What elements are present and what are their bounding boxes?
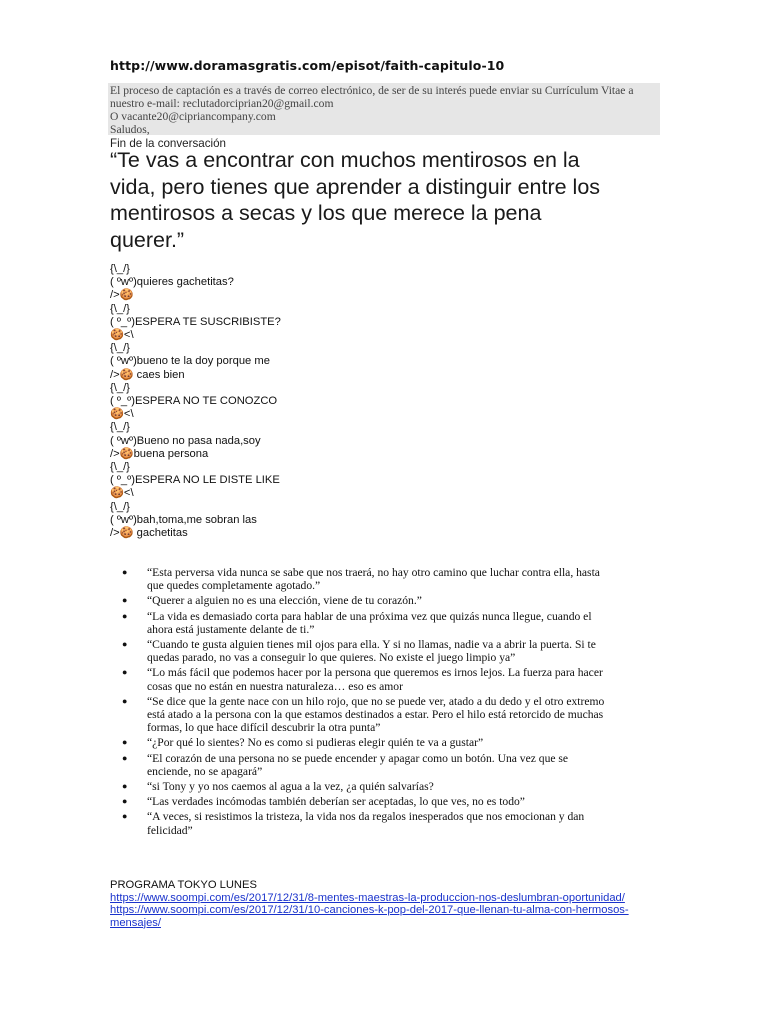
quote-text-line: “Esta perversa vida nunca se sabe que nos traerá, no hay otro camino que luchar contra ella, hasta: [147, 566, 600, 579]
dialogue-line: {\_/}: [110, 461, 130, 474]
quote-item: [122, 736, 667, 749]
dialogue-line: 🍪<\: [110, 408, 134, 421]
dialogue-line: {\_/}: [110, 342, 130, 355]
dialogue-line: {\_/}: [110, 263, 130, 275]
quote-text-line: felicidad”: [147, 823, 193, 837]
quote-text-line: “El corazón de una persona no se puede encender y apagar como un botón. Una vez que se: [147, 751, 569, 765]
quote-text-line: “La vida es demasiado corta para hablar de una próxima vez que quizás nunca llegue, cuando el: [147, 609, 592, 623]
bullet-icon: ●: [122, 737, 128, 748]
link-list: [110, 892, 629, 930]
dialogue-line: ( º_º)ESPERA TE SUSCRIBISTE?: [110, 315, 281, 328]
bullet-icon: ●: [122, 667, 128, 678]
quote-item: [122, 638, 667, 664]
dialogue-line: />🍪 gachetitas: [110, 527, 188, 540]
quote-text-line: “Se dice que la gente nace con un hilo rojo, que no se puede ver, atado a du dedo y el otro extremo: [147, 694, 605, 708]
bullet-icon: ●: [122, 610, 128, 621]
dialogue-line: {\_/}: [110, 302, 130, 315]
end-of-conversation-label: Fin de la conversación: [110, 137, 226, 150]
bullet-icon: ●: [122, 595, 128, 606]
quote-text-line: cosas que no están en nuestra naturaleza… eso es amor: [147, 679, 403, 693]
notice-line: O vacante20@cipriancompany.com: [110, 110, 276, 123]
notice-line: El proceso de captación es a través de correo electrónico, de ser de su interés puede enviar su Currículum Vitae a: [110, 84, 634, 97]
dialogue-line: {\_/}: [110, 381, 130, 394]
quote-text-line: “Lo más fácil que podemos hacer por la persona que queremos es irnos lejos. La fuerza para hacer: [147, 666, 603, 680]
episode-url: http://www.doramasgratis.com/episot/faith-capitulo-10: [110, 58, 505, 73]
dialogue-line: ( ºwº)quieres gachetitas?: [110, 276, 234, 289]
bunny-cookie-dialogue: [110, 263, 281, 540]
bullet-icon: ●: [122, 695, 128, 706]
quote-text-line: “si Tony y yo nos caemos al agua a la vez, ¿a quién salvarías?: [147, 780, 434, 794]
soompi-link[interactable]: mensajes/: [110, 916, 161, 929]
dialogue-line: />🍪buena persona: [110, 447, 209, 460]
quote-text-line: “Las verdades incómodas también deberían ser aceptadas, lo que ves, no es todo”: [147, 795, 525, 809]
quote-item: [122, 666, 667, 692]
quote-text-line: ahora está justamente delante de ti.”: [147, 622, 315, 636]
quote-item: [122, 695, 667, 735]
soompi-link[interactable]: https://www.soompi.com/es/2017/12/31/8-mentes-maestras-la-produccion-nos-deslumbran-oportunidad/: [110, 891, 625, 904]
dialogue-line: {\_/}: [110, 500, 130, 513]
featured-quote-line: vida, pero tienes que aprender a distinguir entre los: [110, 174, 601, 199]
quote-text-line: “¿Por qué lo sientes? No es como si pudieras elegir quién te va a gustar”: [147, 736, 484, 750]
soompi-link[interactable]: https://www.soompi.com/es/2017/12/31/10-canciones-k-pop-del-2017-que-llenan-tu-alma-con-hermosos-: [110, 904, 629, 917]
quote-text-line: “Cuando te gusta alguien tienes mil ojos para ella. Y si no llamas, nadie va a abrir la puerta. Si te: [147, 638, 596, 652]
bullet-icon: ●: [122, 752, 128, 763]
bullet-icon: ●: [122, 781, 128, 792]
quote-text-line: formas, lo que hace difícil descubrir la otra punta”: [147, 721, 381, 735]
dialogue-line: />🍪: [110, 289, 134, 302]
quote-text-line: enciende, no se apagará”: [147, 764, 263, 778]
quote-item: [122, 594, 667, 607]
bullet-icon: ●: [122, 639, 128, 650]
quote-item: [122, 610, 667, 636]
quote-text-line: quedas parado, no vas a conseguir lo que quieres. No existe el juego limpio ya”: [147, 651, 516, 665]
dialogue-line: {\_/}: [110, 421, 130, 434]
featured-quote-line: querer.”: [110, 227, 185, 252]
quote-item: [122, 795, 667, 808]
quote-text-line: que quedes completamente agotado.”: [147, 579, 321, 593]
quote-item: [122, 780, 667, 793]
dialogue-line: 🍪<\: [110, 329, 134, 342]
program-label: PROGRAMA TOKYO LUNES: [110, 879, 257, 891]
quote-text-line: “A veces, si resistimos la tristeza, la vida nos da regalos inesperados que nos emocionan y dan: [147, 810, 585, 824]
featured-quote-line: “Te vas a encontrar con muchos mentirosos en la: [110, 148, 580, 172]
dialogue-line: ( ºwº)bueno te la doy porque me: [110, 355, 270, 368]
dialogue-line: />🍪 caes bien: [110, 368, 185, 381]
quote-item: [122, 810, 667, 836]
quote-list: [122, 566, 667, 839]
dialogue-line: ( º_º)ESPERA NO TE CONOZCO: [110, 395, 278, 408]
bullet-icon: ●: [122, 796, 128, 807]
quote-item: [122, 752, 667, 778]
quote-text-line: está atado a la persona con la que estamos destinados a estar. Pero el hilo está retorcido de muchas: [147, 708, 604, 722]
recruitment-notice: [110, 84, 658, 136]
notice-line: Saludos,: [110, 123, 150, 136]
featured-quote-line: mentirosos a secas y los que merece la pena: [110, 201, 542, 225]
quote-item: [122, 566, 667, 592]
dialogue-line: ( º_º)ESPERA NO LE DISTE LIKE: [110, 474, 280, 487]
bullet-icon: ●: [122, 567, 128, 577]
quote-text-line: “Querer a alguien no es una elección, viene de tu corazón.”: [147, 594, 422, 608]
bullet-icon: ●: [122, 811, 128, 822]
featured-quote: [110, 147, 670, 253]
dialogue-line: 🍪<\: [110, 487, 134, 500]
notice-line: nuestro e-mail: reclutadorciprian20@gmail.com: [110, 97, 334, 110]
dialogue-line: ( ºwº)Bueno no pasa nada,soy: [110, 434, 261, 447]
footer-section: [110, 879, 629, 929]
dialogue-line: ( ºwº)bah,toma,me sobran las: [110, 513, 257, 526]
